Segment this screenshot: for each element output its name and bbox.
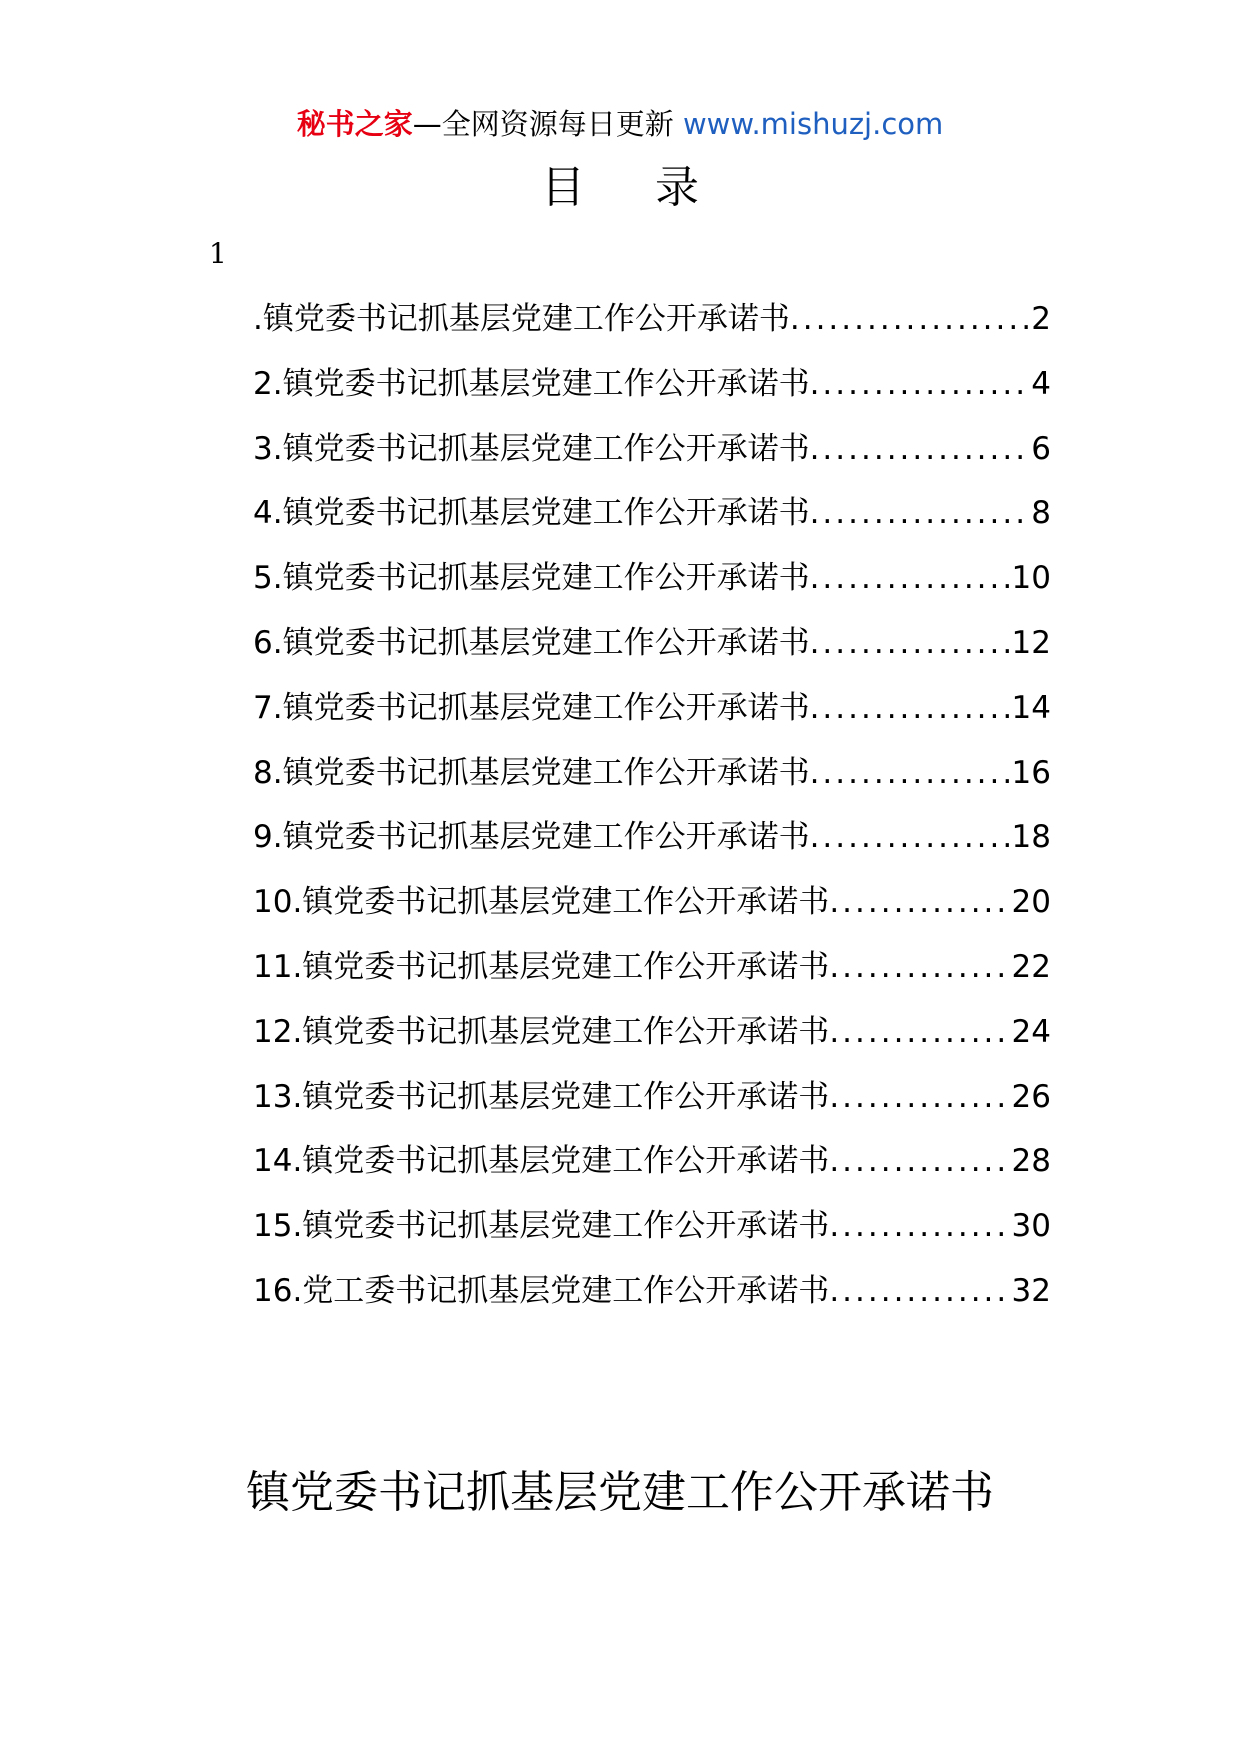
toc-entry[interactable] [253, 299, 1051, 364]
toc-entry-label: 5.镇党委书记抓基层党建工作公开承诺书 [253, 560, 810, 597]
toc-entry-page-number: 30 [1011, 1208, 1051, 1245]
toc-dot-leader [829, 1271, 1011, 1311]
toc-entry[interactable] [253, 947, 1051, 1012]
toc-orphan-number: 1 [209, 237, 227, 270]
toc-entry-page-number: 18 [1011, 819, 1051, 856]
toc-entry-label: 7.镇党委书记抓基层党建工作公开承诺书 [253, 689, 810, 726]
toc-dot-leader [829, 1012, 1011, 1052]
toc-dot-leader [810, 817, 1012, 857]
toc-entry[interactable] [253, 623, 1051, 688]
toc-entry-label: 11.镇党委书记抓基层党建工作公开承诺书 [253, 948, 830, 985]
header-slogan: —全网资源每日更新 [412, 107, 683, 141]
toc-entry-label: 15.镇党委书记抓基层党建工作公开承诺书 [253, 1208, 830, 1245]
toc-entry-label: 14.镇党委书记抓基层党建工作公开承诺书 [253, 1143, 830, 1180]
toc-entry[interactable] [253, 1141, 1051, 1206]
toc-entry-label: 6.镇党委书记抓基层党建工作公开承诺书 [253, 624, 810, 661]
toc-entry-page-number: 4 [1031, 365, 1051, 402]
toc-entry-page-number: 12 [1011, 624, 1051, 661]
toc-entry[interactable] [253, 1077, 1051, 1142]
toc-entry[interactable] [253, 753, 1051, 818]
toc-entry-label: 2.镇党委书记抓基层党建工作公开承诺书 [253, 365, 810, 402]
toc-dot-leader [810, 623, 1012, 663]
toc-dot-leader [810, 429, 1032, 469]
toc-entry[interactable] [253, 1012, 1051, 1077]
toc-dot-leader [829, 1206, 1011, 1246]
toc-entry[interactable] [253, 688, 1051, 753]
toc-entry-page-number: 20 [1011, 884, 1051, 921]
document-title: 镇党委书记抓基层党建工作公开承诺书 [246, 1467, 994, 1518]
toc-entry-page-number: 6 [1031, 430, 1051, 467]
toc-dot-leader [829, 1077, 1011, 1117]
toc-entry[interactable] [253, 364, 1051, 429]
toc-entry-page-number: 24 [1011, 1013, 1051, 1050]
table-of-contents [253, 299, 1051, 1336]
toc-entry[interactable] [253, 817, 1051, 882]
toc-dot-leader [810, 558, 1012, 598]
site-url-link[interactable]: www.mishuzj.com [682, 107, 944, 141]
toc-dot-leader [810, 688, 1012, 728]
toc-entry[interactable] [253, 429, 1051, 494]
toc-entry-label: 13.镇党委书记抓基层党建工作公开承诺书 [253, 1078, 830, 1115]
toc-dot-leader [790, 299, 1031, 339]
toc-dot-leader [829, 947, 1011, 987]
toc-entry-page-number: 22 [1011, 948, 1051, 985]
toc-dot-leader [810, 493, 1032, 533]
site-header [0, 104, 1240, 144]
toc-entry[interactable] [253, 493, 1051, 558]
toc-entry-page-number: 14 [1011, 689, 1051, 726]
toc-entry-label: 9.镇党委书记抓基层党建工作公开承诺书 [253, 819, 810, 856]
toc-entry-label: .镇党委书记抓基层党建工作公开承诺书 [253, 301, 790, 337]
toc-dot-leader [810, 364, 1032, 404]
toc-entry-page-number: 28 [1011, 1143, 1051, 1180]
toc-entry[interactable] [253, 882, 1051, 947]
toc-entry-page-number: 10 [1011, 560, 1051, 597]
toc-dot-leader [810, 753, 1012, 793]
toc-entry[interactable] [253, 558, 1051, 623]
toc-entry[interactable] [253, 1271, 1051, 1336]
brand-name: 秘书之家 [296, 107, 413, 141]
toc-entry-page-number: 8 [1031, 495, 1051, 532]
toc-title: 目 录 [541, 162, 727, 213]
toc-entry[interactable] [253, 1206, 1051, 1271]
toc-entry-page-number: 16 [1011, 754, 1051, 791]
toc-entry-label: 10.镇党委书记抓基层党建工作公开承诺书 [253, 884, 830, 921]
toc-entry-label: 3.镇党委书记抓基层党建工作公开承诺书 [253, 430, 810, 467]
toc-entry-label: 16.党工委书记抓基层党建工作公开承诺书 [253, 1272, 830, 1309]
toc-entry-label: 12.镇党委书记抓基层党建工作公开承诺书 [253, 1013, 830, 1050]
toc-dot-leader [829, 1141, 1011, 1181]
toc-entry-label: 8.镇党委书记抓基层党建工作公开承诺书 [253, 754, 810, 791]
toc-entry-page-number: 2 [1031, 301, 1051, 337]
toc-entry-page-number: 32 [1011, 1272, 1051, 1309]
toc-entry-page-number: 26 [1011, 1078, 1051, 1115]
toc-entry-label: 4.镇党委书记抓基层党建工作公开承诺书 [253, 495, 810, 532]
toc-dot-leader [829, 882, 1011, 922]
